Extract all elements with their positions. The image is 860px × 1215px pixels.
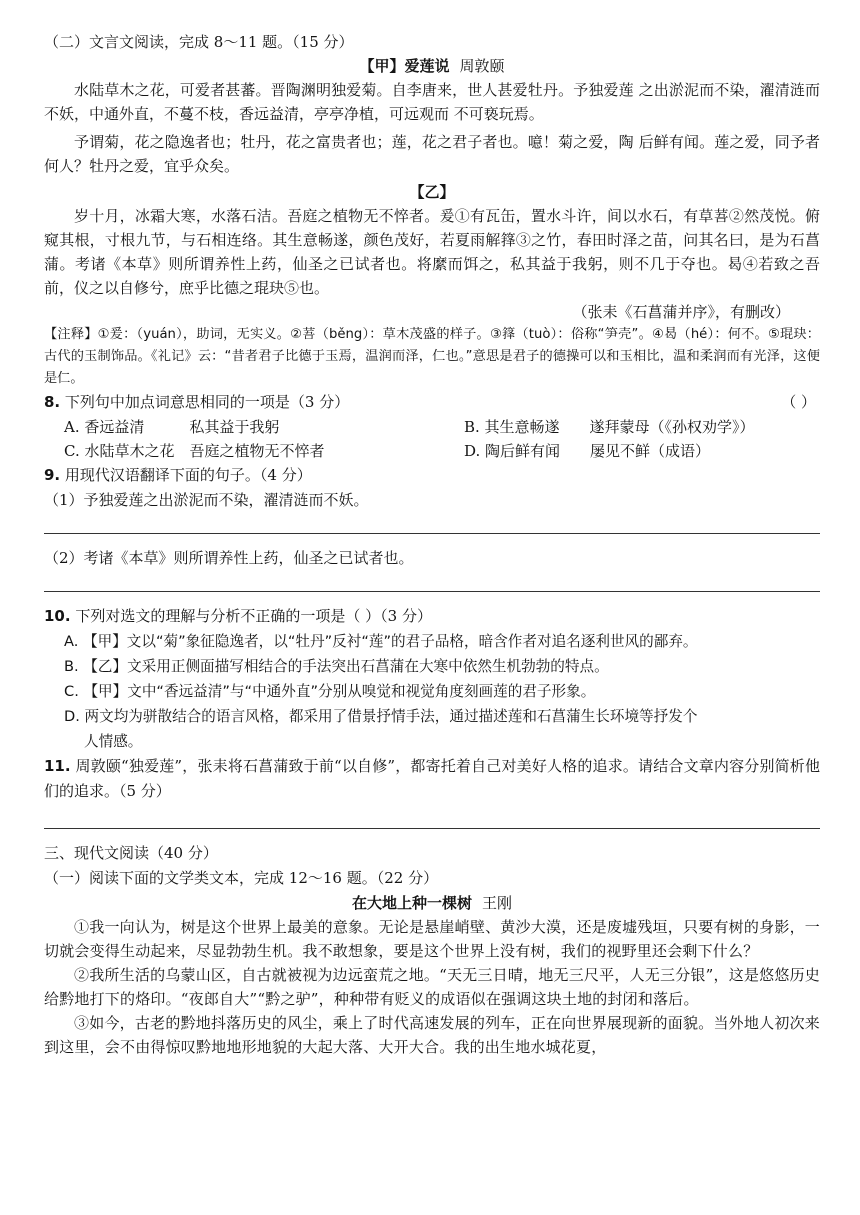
option-d[interactable]: D. 两文均为骈散结合的语言风格，都采用了借景抒情手法，通过描述莲和石菖蒲生长环境等抒发个 xyxy=(64,708,698,725)
section-heading: （二）文言文阅读，完成 8～11 题。（15 分） xyxy=(44,33,354,51)
option-c[interactable]: C. 水陆草木之花 吾庭之植物无不悴者 xyxy=(64,442,325,460)
passage-jia-paragraph-1: 水陆草木之花，可爱者甚蕃。晋陶渊明独爱菊。自李唐来，世人甚爱牡丹。予独爱莲 之出淤泥而不染，濯清涟而不妖，中通外直，不蔓不枝，香远益清，亭亭净植，可远观而 不可亵玩焉。 xyxy=(44,81,820,123)
annotation-notes: 【注释】①爰：（yuán），助词，无实义。②䓊（běng）：草木茂盛的样子。③箨（tuò）：俗称“笋壳”。④曷（hé）：何不。⑤琨玦：古代的玉制饰品。《礼记》云：“昔者君子比德于玉焉，温润而泽，仁也。”意思是君子的德操可以和玉相比，温和柔润而有光泽，这便是仁。 xyxy=(44,327,820,386)
passage-author: 周敦颐 xyxy=(459,57,505,75)
passage-author: 王刚 xyxy=(482,894,513,912)
passage-yi-paragraph: 岁十月，冰霜大寒，水落石洁。吾庭之植物无不悴者。爰①有瓦缶，置水斗许，间以水石，有草䓊②然茂悦。俯窥其根，寸根九节，与石相连络。其生意畅遂，颜色茂好，若夏雨解箨③之竹，春田时泽之苗，问其名曰，是为石菖蒲。考诸《本草》则所谓养性上药，仙圣之已试者也。将縻而饵之，私其益于我躬，则不几于夺也。曷④若致之吾前，仪之以自修兮，庶乎比德之琨玦⑤也。 xyxy=(44,207,820,297)
section-3-heading: 三、现代文阅读（40 分） xyxy=(44,844,218,862)
question-number: 8. xyxy=(44,393,61,411)
question-number: 11. xyxy=(44,757,71,775)
question-number: 10. xyxy=(44,607,71,625)
option-b[interactable]: B. 其生意畅遂 遂拜蒙母（《孙权劝学》） xyxy=(464,418,755,436)
question-8 xyxy=(44,390,820,415)
question-text: 下列句中加点词意思相同的一项是（3 分） xyxy=(64,393,350,411)
passage-source: （张耒《石菖蒲并序》，有删改） xyxy=(572,303,790,321)
question-9-part-1: （1）予独爱莲之出淤泥而不染，濯清涟而不妖。 xyxy=(44,491,369,509)
question-9 xyxy=(44,463,820,488)
option-a[interactable]: A. 香远益清 私其益于我躬 xyxy=(64,418,280,436)
option-a[interactable]: A. 【甲】文以“菊”象征隐逸者，以“牡丹”反衬“莲”的君子品格，暗含作者对追名逐利世风的鄙弃。 xyxy=(64,633,698,650)
passage-paragraph-3: ③如今，古老的黔地抖落历史的风尘，乘上了时代高速发展的列车，正在向世界展现新的面貌。当外地人初次来到这里，会不由得惊叹黔地地形地貌的大起大落、大开大合。我的出生地水城花夏， xyxy=(44,1014,820,1056)
option-c[interactable]: C. 【甲】文中“香远益清”与“中通外直”分别从嗅觉和视觉角度刻画莲的君子形象。 xyxy=(64,683,596,700)
question-11 xyxy=(44,754,820,804)
question-text: 下列对选文的理解与分析不正确的一项是（ ）（3 分） xyxy=(75,607,432,625)
passage-title: 在大地上种一棵树 xyxy=(351,894,472,912)
passage-yi-title: 【乙】 xyxy=(409,183,455,201)
passage-title-row xyxy=(44,891,820,915)
passage-title: 【甲】爱莲说 xyxy=(359,57,450,75)
question-text: 用现代汉语翻译下面的句子。（4 分） xyxy=(64,466,312,484)
option-b[interactable]: B. 【乙】文采用正侧面描写相结合的手法突出石菖蒲在大寒中依然生机勃勃的特点。 xyxy=(64,658,609,675)
answer-line[interactable] xyxy=(44,571,820,592)
question-text: 周敦颐“独爱莲”，张耒将石菖蒲致于前“以自修”，都寄托着自己对美好人格的追求。请结合文章内容分别简析他们的追求。（5 分） xyxy=(44,757,820,800)
passage-jia-paragraph-2: 予谓菊，花之隐逸者也；牡丹，花之富贵者也；莲，花之君子者也。噫！菊之爱，陶 后鲜有闻。莲之爱，同予者何人？牡丹之爱，宜乎众矣。 xyxy=(44,133,820,175)
question-number: 9. xyxy=(44,466,61,484)
question-9-part-2: （2）考诸《本草》则所谓养性上药，仙圣之已试者也。 xyxy=(44,549,414,567)
passage-paragraph-1: ①我一向认为，树是这个世界上最美的意象。无论是悬崖峭壁、黄沙大漠，还是废墟残垣，只要有树的身影，一切就会变得生动起来，尽显勃勃生机。我不敢想象，要是这个世界上没有树，我们的视野里还会剩下什么？ xyxy=(44,918,820,960)
option-d[interactable]: D. 陶后鲜有闻 屡见不鲜（成语） xyxy=(464,442,711,460)
passage-paragraph-2: ②我所生活的乌蒙山区，自古就被视为边远蛮荒之地。“天无三日晴，地无三尺平，人无三分银”，这是悠悠历史给黔地打下的烙印。“夜郎自大”“黔之驴”，种种带有贬义的成语似在强调这块土地的封闭和落后。 xyxy=(44,966,820,1008)
answer-line[interactable] xyxy=(44,513,820,534)
passage-jia-title xyxy=(44,54,820,78)
answer-line[interactable] xyxy=(44,808,820,829)
question-10 xyxy=(44,604,820,629)
option-d-continued: 人情感。 xyxy=(84,733,143,750)
answer-paren[interactable]: （ ） xyxy=(781,393,816,411)
question-8-options xyxy=(44,415,820,463)
section-3-subheading: （一）阅读下面的文学类文本，完成 12～16 题。（22 分） xyxy=(44,869,439,887)
